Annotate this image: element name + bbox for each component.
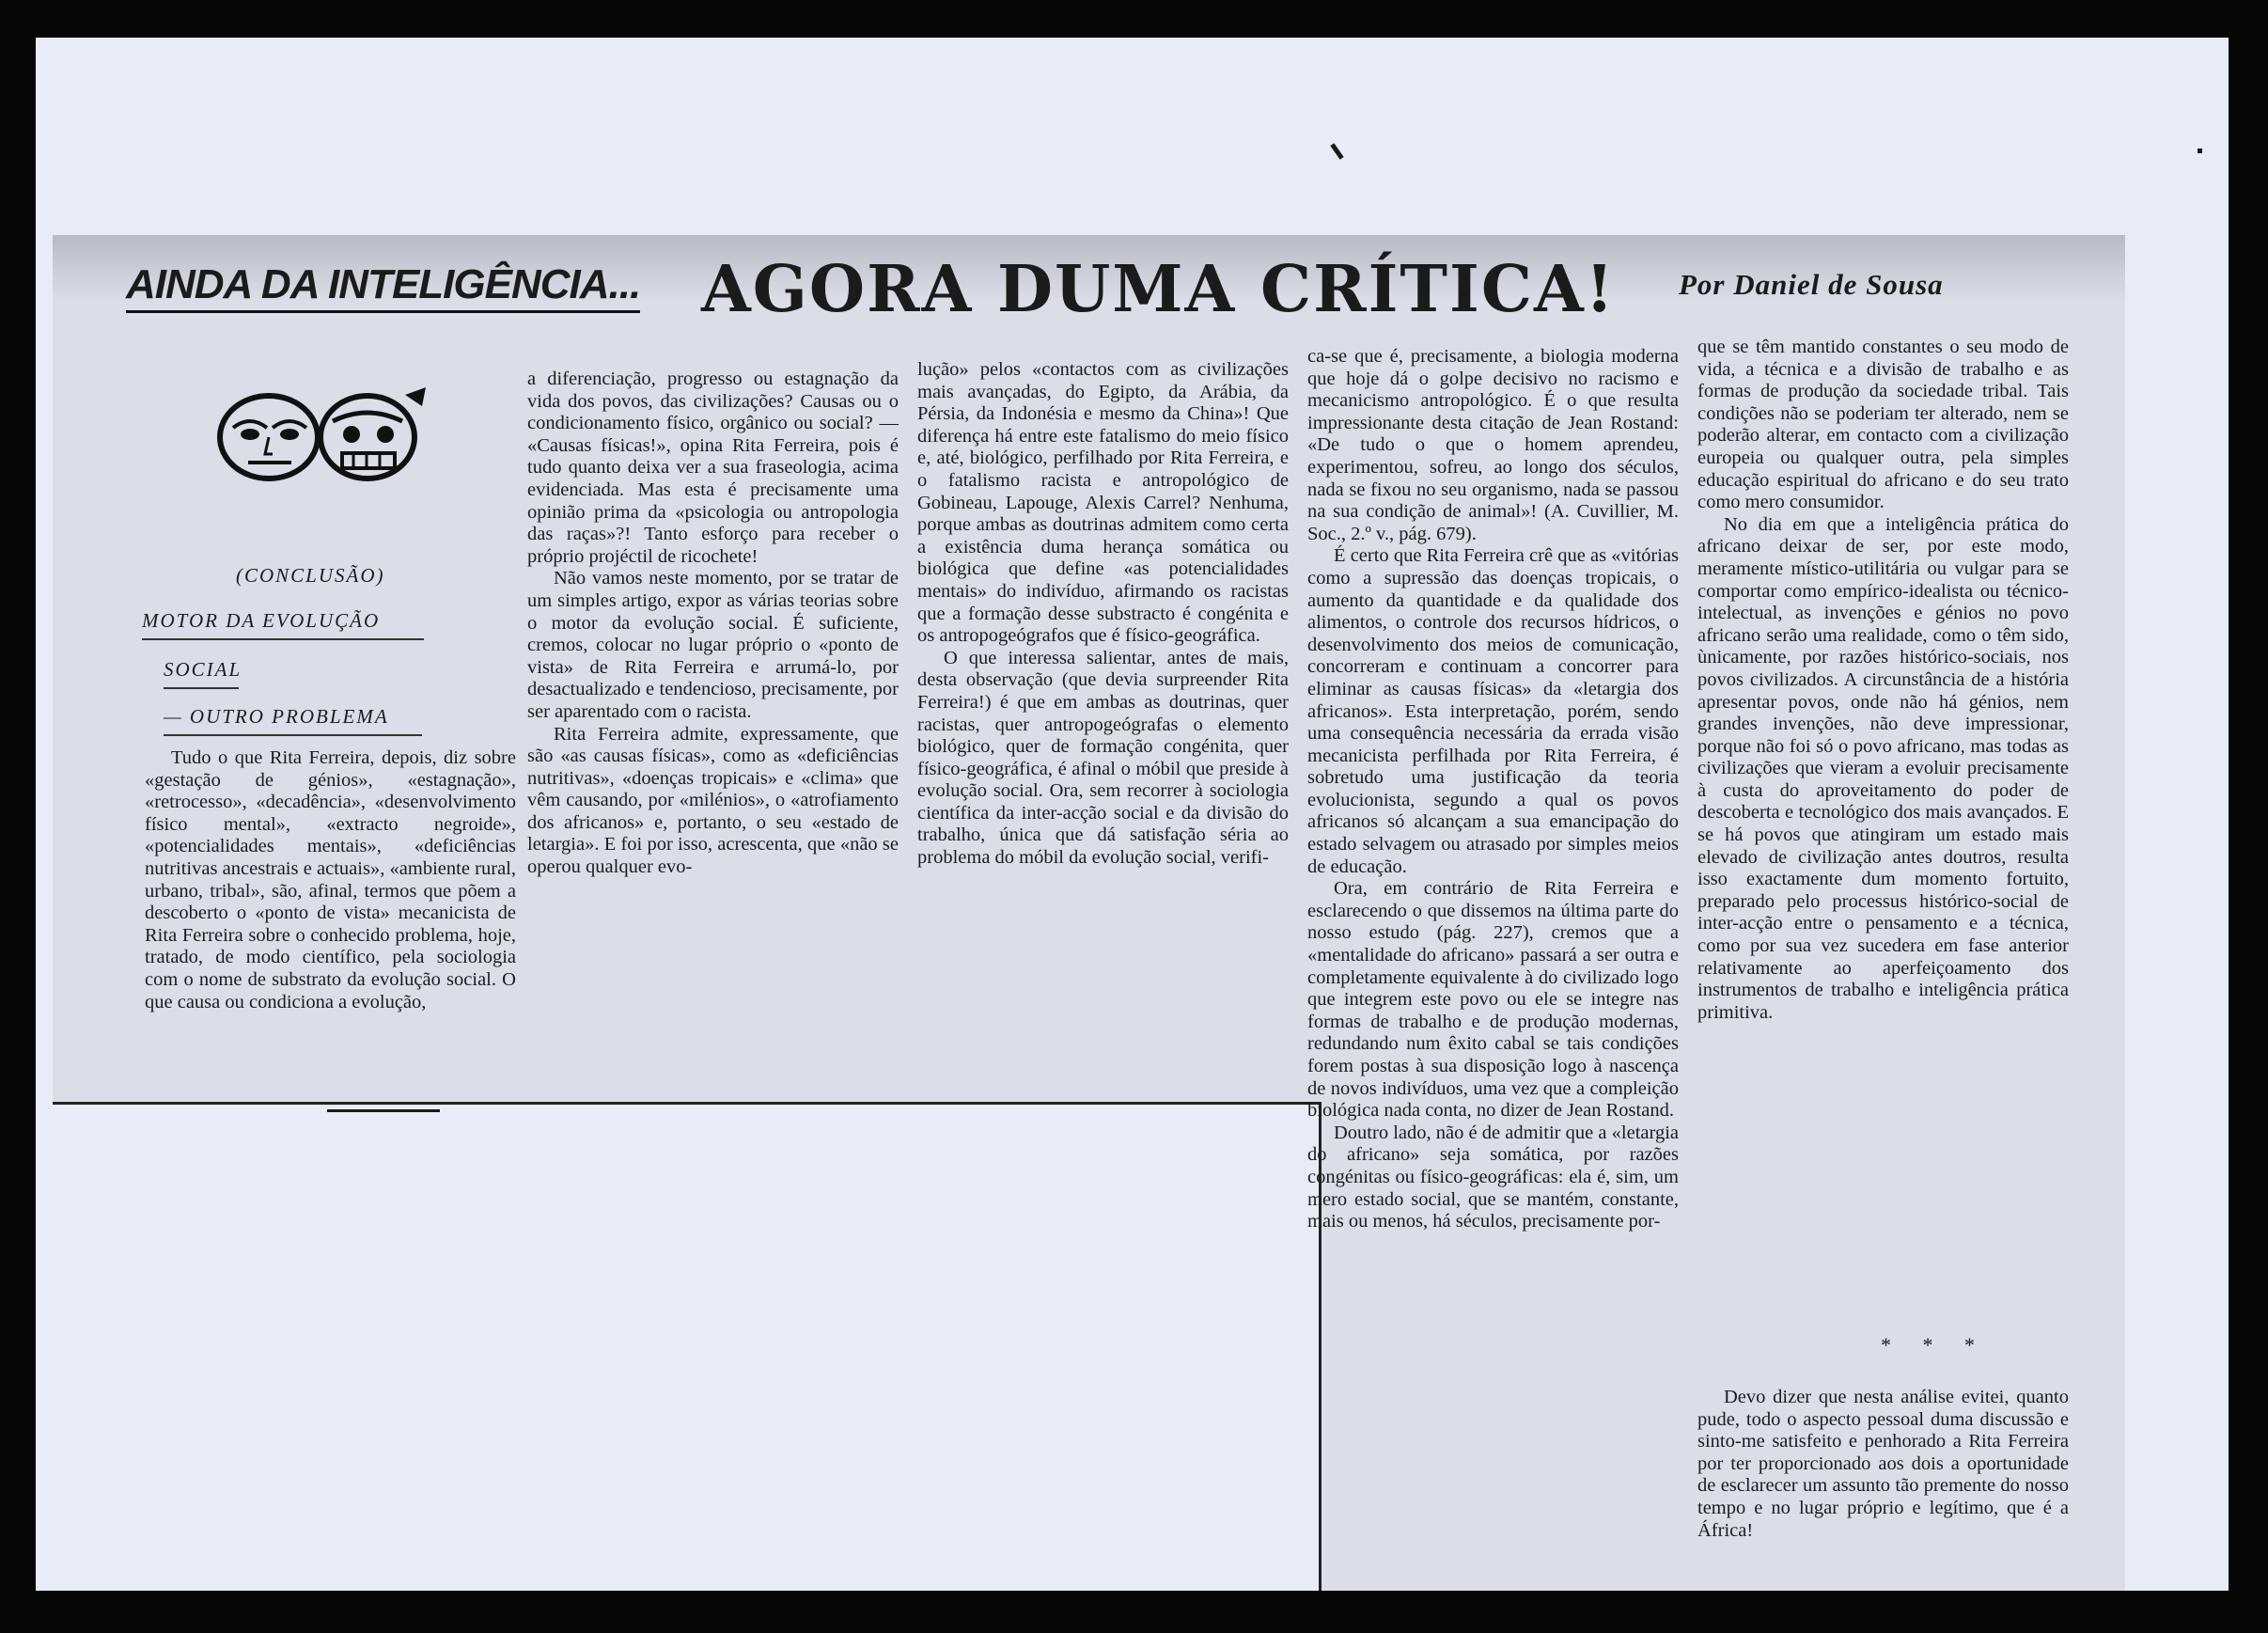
- paragraph: Rita Ferreira admite, expressamente, que são «as causas físicas», como as «deficiências nutritivas», «doenças tropicais» e «clima» que vêm causando, por «milénios», o «atrofiamento dos africanos» e, portanto, o seu «estado de letargia». E foi por isso, acrescenta, que «não se operou qualquer evo-: [527, 723, 899, 878]
- column-3: [917, 359, 1289, 1085]
- subhead-social: SOCIAL: [164, 658, 239, 689]
- scan-mark: [1330, 143, 1343, 160]
- paragraph: lução» pelos «contactos com as civilizações mais avançadas, do Egipto, da Arábia, da Pérsia, da Indonésia e mesmo da China»! Que diferença há entre este fatalismo do meio físico e, até, biológico, perfilhado por Rita Ferreira, e o fatalismo racista e antropológico de Gobineau, Lapouge, Alexis Carrel? Nenhuma, porque ambas as doutrinas admitem como certa a existência duma herança somática ou biológica que define «as potencialidades mentais» do indivíduo, afirmando os racistas que a formação desse substracto é congénita e os antropogeógrafos que é físico-geográfica.: [917, 359, 1289, 647]
- paragraph: ca-se que é, precisamente, a biologia moderna que hoje dá o golpe decisivo no racismo e mecanicismo antropológico. É o que resulta impressionante desta citação de Jean Rostand: «De tudo o que o homem aprendeu, experimentou, sofreu, ao longo dos séculos, nada se fixou no seu organismo, nada se passou na sua condição de animal»! (A. Cuvillier, M. Soc., 2.º v., pág. 679).: [1307, 346, 1679, 544]
- paragraph: Não vamos neste momento, por se tratar de um simples artigo, expor as várias teorias sobre o motor da evolução social. É suficiente, cremos, colocar no lugar próprio o «ponto de vista» de Rita Ferreira e arrumá-lo, por desactualizado e tendencioso, precisamente, por ser aparentado com o racista.: [527, 568, 899, 722]
- column-1: [145, 747, 516, 1105]
- byline: Por Daniel de Sousa: [1679, 268, 1944, 301]
- paragraph: Doutro lado, não é de admitir que a «letargia do africano» seja somática, por razões congénitas ou físico-geográficas: ela é, sim, um mero estado social, que se mantém, constante, mais ou menos, há séculos, precisamente por-: [1307, 1122, 1679, 1233]
- paragraph: Devo dizer que nesta análise evitei, quanto pude, todo o aspecto pessoal duma discussão e sinto-me satisfeito e penhorado a Rita Ferreira por ter proporcionado aos dois a oportunidade de esclarecer um assunto tão premente do nosso tempo e no lugar próprio e legítimo, que é a África!: [1697, 1387, 2069, 1541]
- subhead-motor: MOTOR DA EVOLUÇÃO: [142, 609, 424, 640]
- subhead-outro: — OUTRO PROBLEMA: [164, 705, 422, 736]
- paragraph: É certo que Rita Ferreira crê que as «vitórias como a supressão das doenças tropicais, o aumento da quantidade e da qualidade dos alimentos, o controle dos recursos hídricos, o desenvolvimento dos meios de comunicação, concorreram e continuam a concorrer para eliminar as causas físicas» da «letargia dos africanos». Esta interpretação, porém, sendo uma consequência necessária da errada visão mecanicista perfilhada por Rita Ferreira, é sobretudo uma justificação da teoria evolucionista, segundo a qual os povos africanos só alcançam a sua emancipação do estado selvagem ou atrasado por simples meios de educação.: [1307, 545, 1679, 877]
- paragraph: Tudo o que Rita Ferreira, depois, diz sobre «gestação de génios», «estagnação», «retrocesso», «decadência», «desenvolvimento físico mental», «extracto negroide», «potencialidades mentais», «deficiências nutritivas ancestrais e actuais», «ambiente rural, urbano, tribal», são, afinal, termos que põem a descoberto o «ponto de vista» mecanicista de Rita Ferreira sobre o conhecido problema, hoje, tratado, de modo científico, pela sociologia com o nome de substrato da evolução social. O que causa ou condiciona a evolução,: [145, 747, 516, 1013]
- column-2: [527, 369, 899, 1106]
- scanned-page: [36, 38, 2229, 1591]
- column-5: [1697, 337, 2069, 1324]
- two-faces-icon: [212, 385, 433, 489]
- paragraph: O que interessa salientar, antes de mais, desta observação (que devia surpreender Rita Ferreira!) é que em ambas as doutrinas, quer racistas, quer antropogeógrafas o elemento biológico, quer de formação congénita, quer físico-geográfica, é afinal o móbil que preside à evolução social. Ora, sem recorrer à sociologia científica da inter-acção social e da divisão do trabalho, única que dá satisfação séria ao problema do móbil da evolução social, verifi-: [917, 647, 1289, 869]
- scan-mark: [327, 1109, 440, 1112]
- paragraph: a diferenciação, progresso ou estagnação da vida dos povos, das civilizações? Causas ou o condicionamento físico, orgânico ou social? — «Causas físicas!», opina Rita Ferreira, pois é tudo quanto deixa ver a sua fraseologia, acima evidenciada. Mas esta é precisamente uma opinião prima da «psicologia ou antropologia das raças»?! Tanto esforço para receber o próprio projéctil de ricochete!: [527, 369, 899, 567]
- newspaper-clipping: [53, 235, 2125, 1591]
- kicker-title: AINDA DA INTELIGÊNCIA...: [126, 261, 640, 313]
- subhead-conclusion: (CONCLUSÃO): [236, 564, 385, 587]
- scan-mark: [2198, 149, 2202, 153]
- column-6: [1697, 1387, 2069, 1591]
- paragraph: Ora, em contrário de Rita Ferreira e esclarecendo o que dissemos na última parte do nosso estudo (pág. 227), cremos que a «mentalidade do africano» passará a ser outra e completamente equivalente à do civilizado logo que integrem este povo ou ele se integre nas formas de trabalho e de produção modernas, redundando num êxito cabal se tais condições forem postas à sua disposição logo à nascença de novos indivíduos, uma vez que a compleição biológica nada conta, no dizer de Jean Rostand.: [1307, 878, 1679, 1122]
- paragraph: No dia em que a inteligência prática do africano deixar de ser, por este modo, meramente místico-utilitária ou vulgar para se comportar como empírico-idealista ou técnico-intelectual, as invenções e génios no povo africano serão uma realidade, como o têm sido, ùnicamente, por razões histórico-sociais, nos povos civilizados. A circunstância de a história apresentar povos, onde não há génios, nem grandes invenções, não deve impressionar, porque não foi só o povo africano, mas todas as civilizações que vieram a evoluir precisamente à custa do aproveitamento do poder de descoberta e tecnológico dos mais avançados. E se há povos que atingiram um estado mais elevado de civilização antes doutros, resulta isso exactamente dum momento fortuito, preparado pelo processus histórico-social de inter-acção entre o pensamento e a técnica, como por sua vez sucedera em fase anterior relativamente ao aperfeiçoamento dos instrumentos de trabalho e inteligência prática primitiva.: [1697, 513, 2069, 1023]
- clipping-cutout-area: [53, 1105, 1322, 1591]
- column-4: [1307, 346, 1679, 1591]
- paragraph: que se têm mantido constantes o seu modo de vida, a técnica e a divisão de trabalho e as formas de produção da sociedade tribal. Tais condições não se poderiam ter alterado, nem se poderão alterar, em contacto com a civilização europeia ou qualquer outra, pela simples educação espiritual do africano e do seu trato como mero consumidor.: [1697, 337, 2069, 513]
- headline: AGORA DUMA CRÍTICA!: [701, 252, 1616, 327]
- section-separator: * * *: [1881, 1333, 1988, 1357]
